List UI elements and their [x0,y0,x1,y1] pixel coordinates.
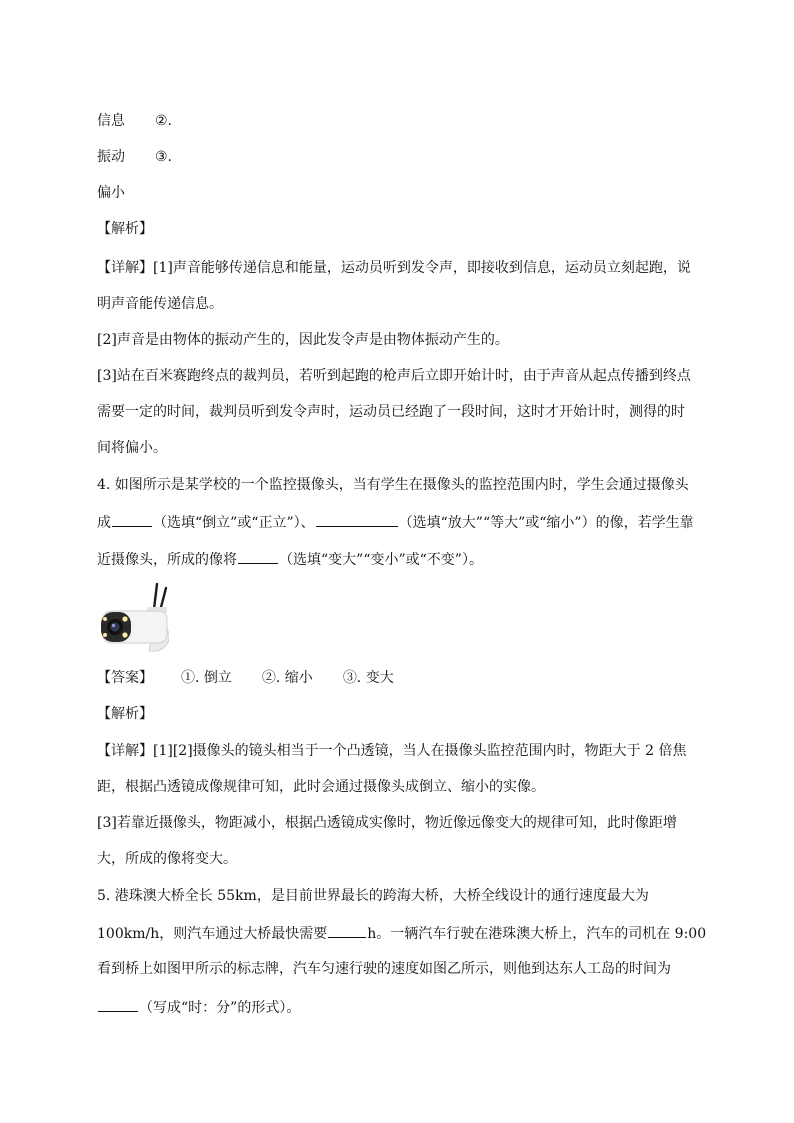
question-5-text: 看到桥上如图甲所示的标志牌，汽车匀速行驶的速度如图乙所示，则他到达东人工岛的时间为 [97,961,671,977]
fill-blank-5 [98,996,138,1012]
question-4-text: 4. 如图所示是某学校的一个监控摄像头，当有学生在摄像头的监控范围内时，学生会通过摄像头 [97,477,689,493]
detail-paragraph-line: 【详解】[1]声音能够传递信息和能量，运动员听到发令声，即接收到信息，运动员立刻起跑，说 [97,260,691,276]
question-4-text: 成 （选填“倒立”或“正立”）、 （选填“放大”“等大”或“缩小”）的像，若学生靠 [97,511,694,533]
fill-blank-4 [328,922,366,938]
answer-item: ②. 缩小 [261,670,313,686]
detail-paragraph-line: 间将偏小。 [97,440,167,456]
analysis-heading: 【解析】 [97,706,153,722]
answer-term: 振动 [97,149,125,165]
answer-item: ③. 变大 [342,670,394,686]
detail-paragraph-line: 【详解】[1][2]摄像头的镜头相当于一个凸透镜，当人在摄像头监控范围内时，物距大于 2 倍焦 [97,743,687,759]
question-5-text: 5. 港珠澳大桥全长 55km，是目前世界最长的跨海大桥，大桥全线设计的通行速度最大为 [97,888,649,904]
answer-line-3: 偏小 [97,185,125,201]
detail-paragraph-line: 距，根据凸透镜成像规律可知，此时会通过摄像头成倒立、缩小的实像。 [97,779,545,795]
answer-label: 【答案】 [97,670,153,686]
question-5-text: （写成“时：分”的形式）。 [97,996,300,1018]
detail-paragraph-line: 需要一定的时间，裁判员听到发令声时，运动员已经跑了一段时间，这时才开始计时，测得的时 [97,404,685,420]
answer-item: ①. 倒立 [181,670,232,686]
analysis-heading: 【解析】 [97,221,153,237]
detail-paragraph-line: [2]声音是由物体的振动产生的，因此发令声是由物体振动产生的。 [97,332,509,348]
answer-mark: ③. [155,149,173,165]
question-5-text: 100km/h，则汽车通过大桥最快需要 h。一辆汽车行驶在港珠澳大桥上，汽车的司机在 9:00 [97,922,706,944]
answer-line-1 [97,111,172,131]
fill-blank-2 [316,511,398,527]
question-4-text: 近摄像头，所成的像将 （选填“变大”“变小”或“不变”）。 [97,548,483,570]
answer-mark: ②. [155,113,173,129]
answer-line-2 [97,147,172,167]
answer-row [97,668,394,688]
fill-blank-1 [112,511,152,527]
answer-term: 信息 [97,113,125,129]
detail-paragraph-line: [3]站在百米赛跑终点的裁判员，若听到起跑的枪声后立即开始计时，由于声音从起点传播到终点 [97,368,691,384]
detail-paragraph-line: [3]若靠近摄像头，物距减小，根据凸透镜成实像时，物近像远像变大的规律可知，此时像距增 [97,815,677,831]
detail-paragraph-line: 大，所成的像将变大。 [97,851,237,867]
fill-blank-3 [238,548,278,564]
detail-paragraph-line: 明声音能传递信息。 [97,296,223,312]
surveillance-camera-icon [97,581,169,653]
